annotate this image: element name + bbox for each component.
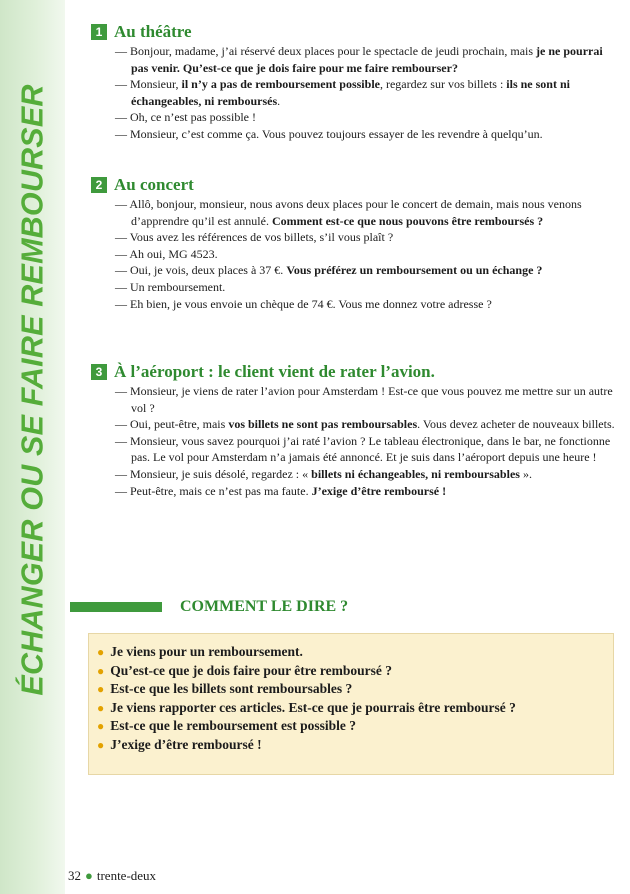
- phrase-text: Est-ce que les billets sont remboursables ?: [110, 681, 353, 697]
- page-number: 32: [68, 868, 81, 883]
- bullet-dot-icon: ●: [97, 719, 105, 734]
- text: .: [277, 93, 281, 108]
- text: — Peut-être, mais ce n’est pas ma faute.: [115, 483, 312, 498]
- dialogue-line: [91, 296, 616, 313]
- bullet-dot-icon: ●: [97, 682, 105, 697]
- phrase-item: [97, 680, 603, 699]
- bold-text: je ne pourrai pas venir. Qu’est-ce que je dois faire pour me faire rembourser?: [131, 44, 603, 75]
- bold-text: billets ni échangeables, ni remboursables: [311, 466, 520, 481]
- phrase-text: Je viens pour un remboursement.: [110, 644, 303, 659]
- comment-le-dire-header: [70, 598, 615, 618]
- section-header: [91, 21, 616, 43]
- bold-text: Comment est-ce que nous pouvons être remboursés ?: [271, 213, 544, 228]
- dialogue-line: [91, 229, 616, 246]
- bullet-dot-icon: ●: [97, 645, 105, 659]
- text: — Oui, je vois, deux places à 37 €.: [115, 263, 287, 278]
- dialogue: [91, 383, 616, 499]
- dialogue-line: [91, 76, 616, 109]
- dialogue-line: [91, 483, 616, 500]
- dialogue-line: [91, 109, 616, 126]
- text: . Vous devez acheter de nouveaux billets.: [417, 417, 615, 432]
- section-header: [91, 174, 616, 196]
- text: — Monsieur, c’est comme ça. Vous pouvez toujours essayer de les revendre à quelqu’un.: [115, 126, 543, 141]
- text: — Monsieur,: [115, 77, 182, 92]
- phrase-item: [97, 736, 603, 755]
- section-bar: [70, 602, 162, 612]
- dialogue-line: [91, 279, 616, 296]
- text: — Vous avez les références de vos billets, s’il vous plaît ?: [115, 230, 394, 245]
- bold-text: ils ne sont ni échangeables, ni remboursés: [131, 77, 570, 108]
- bold-text: il n’y a pas de remboursement possible: [181, 77, 380, 92]
- text: ».: [519, 466, 532, 481]
- text: — Un remboursement.: [115, 279, 226, 294]
- section-concert: [91, 174, 616, 312]
- comment-le-dire-box: [88, 633, 614, 775]
- text: — Oh, ce n’est pas possible !: [115, 110, 256, 125]
- green-dot-icon: ●: [85, 868, 93, 883]
- section-title: Au concert: [114, 175, 194, 194]
- section-title: À l’aéroport : le client vient de rater l’avion.: [114, 362, 435, 381]
- text: — Bonjour, madame, j’ai réservé deux places pour le spectacle de jeudi prochain, mais: [115, 44, 537, 58]
- page-footer: [68, 868, 156, 884]
- phrase-text: Je viens rapporter ces articles. Est-ce que je pourrais être remboursé ?: [110, 699, 516, 715]
- dialogue-line: [91, 416, 616, 433]
- section-aeroport: [91, 361, 616, 499]
- sidebar-title: ÉCHANGER OU SE FAIRE REMBOURSER: [15, 84, 50, 696]
- text: — Monsieur, vous savez pourquoi j’ai raté l’avion ? Le tableau électronique, dans le bar, ne fonctionne pas. Le vol pour Amsterdam n’a jamais été annoncé. Et je suis dans l’aéroport depuis une heure !: [115, 433, 611, 465]
- dialogue-line: [91, 196, 616, 229]
- dialogue-line: [91, 126, 616, 143]
- dialogue-line: [91, 246, 616, 263]
- section-number: 1: [91, 24, 107, 40]
- dialogue-line: [91, 262, 616, 279]
- section-number: 2: [91, 177, 107, 193]
- phrase-text: J’exige d’être remboursé !: [110, 736, 262, 752]
- bold-text: J’exige d’être remboursé !: [311, 483, 447, 498]
- phrase-text: Qu’est-ce que je dois faire pour être remboursé ?: [110, 662, 392, 678]
- text: — Monsieur, je viens de rater l’avion pour Amsterdam ! Est-ce que vous pouvez me mettre sur un autre vol ?: [115, 384, 613, 415]
- text: , regardez sur vos billets :: [379, 77, 507, 92]
- phrase-item: [97, 643, 603, 662]
- bold-text: Vous préférez un remboursement ou un échange ?: [286, 263, 543, 278]
- phrase-item: [97, 699, 603, 718]
- section-number: 3: [91, 364, 107, 380]
- page-words: trente-deux: [96, 868, 157, 883]
- dialogue-line: [91, 383, 616, 416]
- phrase-item: [97, 662, 603, 681]
- text: — Eh bien, je vous envoie un chèque de 74 €. Vous me donnez votre adresse ?: [115, 296, 492, 311]
- dialogue-line: [91, 466, 616, 483]
- bold-text: vos billets ne sont pas remboursables: [228, 417, 418, 432]
- text: — Monsieur, je suis désolé, regardez : «: [115, 466, 312, 481]
- dialogue-line: [91, 433, 616, 466]
- phrase-item: [97, 717, 603, 736]
- text: — Allô, bonjour, monsieur, nous avons deux places pour le concert de demain, mais nous venons d’apprendre qu’il est annulé.: [115, 197, 582, 228]
- phrase-text: Est-ce que le remboursement est possible ?: [110, 718, 356, 734]
- bullet-dot-icon: ●: [97, 737, 105, 752]
- bullet-dot-icon: ●: [97, 663, 105, 678]
- dialogue: [91, 43, 616, 143]
- comment-le-dire-title: COMMENT LE DIRE ?: [180, 598, 349, 615]
- text: — Ah oui, MG 4523.: [115, 246, 218, 261]
- section-header: [91, 361, 616, 383]
- dialogue: [91, 196, 616, 312]
- text: — Oui, peut-être, mais: [115, 417, 229, 432]
- dialogue-line: [91, 43, 616, 76]
- section-theatre: [91, 21, 616, 143]
- bullet-dot-icon: ●: [97, 700, 105, 715]
- section-title: Au théâtre: [114, 22, 192, 41]
